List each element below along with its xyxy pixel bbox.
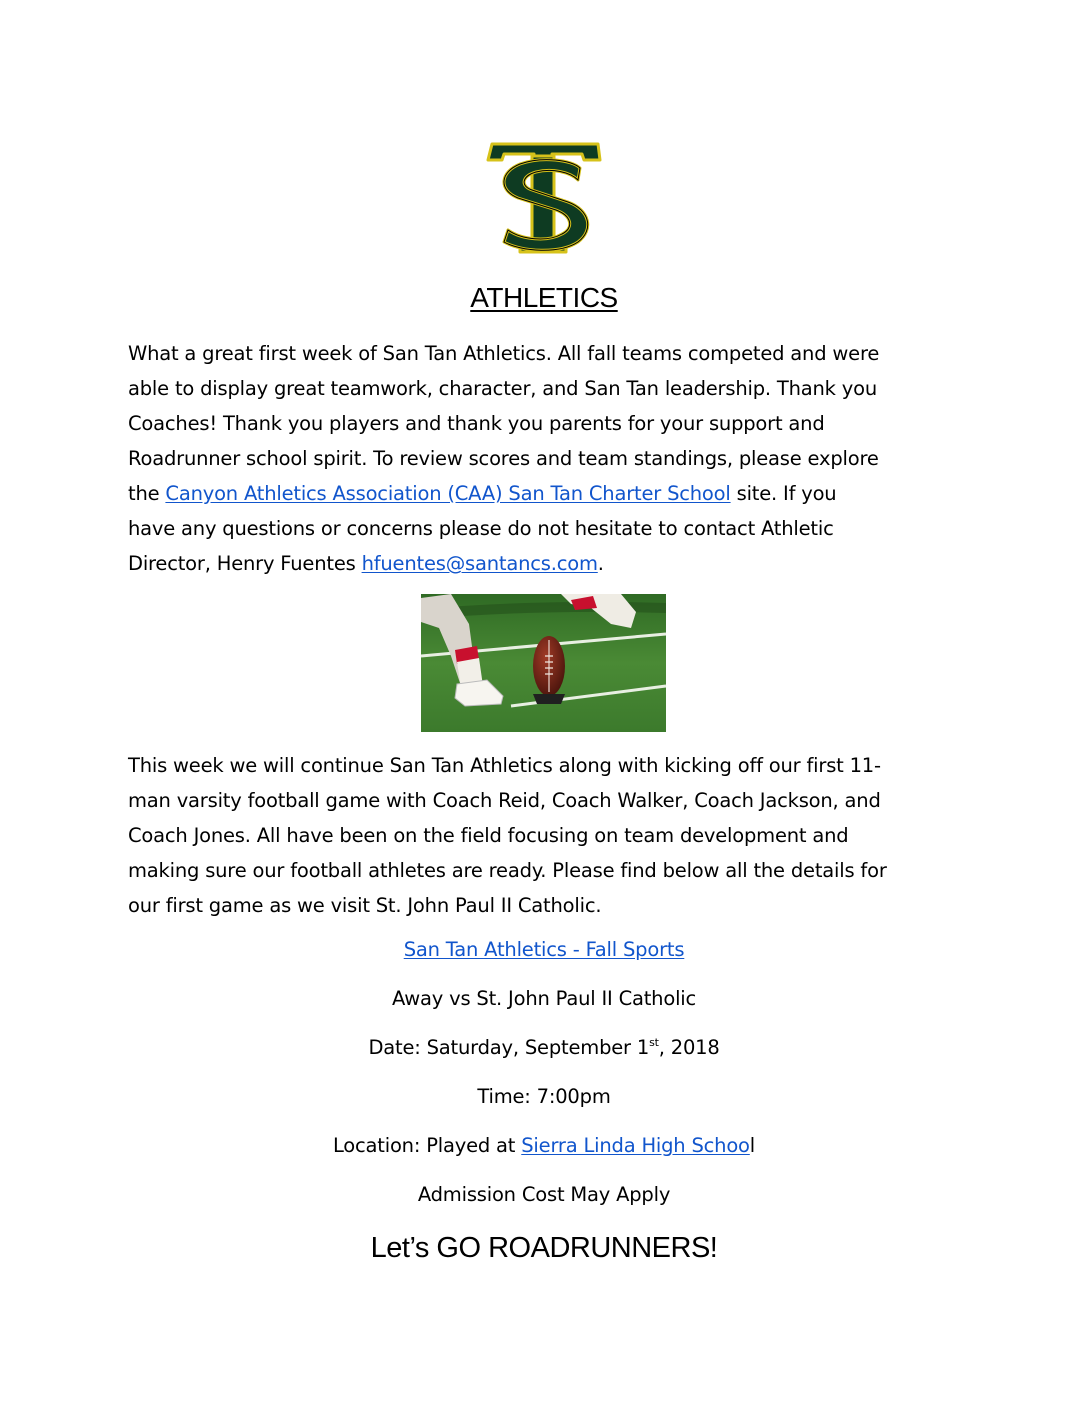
details-paragraph: [128, 748, 968, 923]
sierra-linda-link[interactable]: Sierra Linda High Schoo: [521, 1134, 750, 1157]
email-link[interactable]: hfuentes@santancs.com: [361, 552, 598, 575]
date-line: [0, 1036, 1088, 1059]
location-tail: l: [749, 1134, 756, 1157]
intro-line: What a great first week of San Tan Athletics. All fall teams competed and were: [128, 342, 880, 365]
intro-text: .: [597, 552, 604, 575]
intro-text: site. If you: [730, 482, 837, 505]
intro-line: have any questions or concerns please do not hesitate to contact Athletic: [128, 517, 834, 540]
fall-sports-link[interactable]: San Tan Athletics - Fall Sports: [403, 938, 685, 961]
st-monogram-icon: [482, 134, 604, 258]
intro-line: Coaches! Thank you players and thank you parents for your support and: [128, 412, 825, 435]
opponent-line: Away vs St. John Paul II Catholic: [391, 987, 697, 1010]
time-line: Time: 7:00pm: [477, 1085, 611, 1108]
fall-sports-line: [0, 938, 1088, 961]
date-ordinal: st: [649, 1036, 659, 1049]
details-line: making sure our football athletes are ready. Please find below all the details for: [128, 859, 887, 882]
admission-line: Admission Cost May Apply: [417, 1183, 671, 1206]
location-label: Location: Played at: [332, 1134, 522, 1157]
details-line: man varsity football game with Coach Reid, Coach Walker, Coach Jackson, and: [128, 789, 881, 812]
closing-slogan: Let’s GO ROADRUNNERS!: [370, 1232, 718, 1264]
details-line: Coach Jones. All have been on the field focusing on team development and: [128, 824, 849, 847]
caa-link[interactable]: Canyon Athletics Association (CAA) San Tan Charter School: [165, 482, 731, 505]
intro-text: the: [128, 482, 166, 505]
intro-line: [128, 476, 968, 511]
location-line: [0, 1134, 1088, 1157]
football-kickoff-photo: [421, 594, 666, 732]
school-logo: [482, 134, 604, 258]
intro-text: Director, Henry Fuentes: [128, 552, 362, 575]
details-line: This week we will continue San Tan Athletics along with kicking off our first 11-: [128, 754, 881, 777]
date-year: , 2018: [658, 1036, 720, 1059]
intro-paragraph: [128, 336, 968, 581]
intro-line: Roadrunner school spirit. To review scores and team standings, please explore: [128, 447, 879, 470]
intro-line: [128, 546, 968, 581]
intro-line: able to display great teamwork, character, and San Tan leadership. Thank you: [128, 377, 877, 400]
date-text: Date: Saturday, September 1: [368, 1036, 650, 1059]
details-line: our first game as we visit St. John Paul II Catholic.: [128, 894, 602, 917]
page-title: ATHLETICS: [470, 282, 618, 313]
